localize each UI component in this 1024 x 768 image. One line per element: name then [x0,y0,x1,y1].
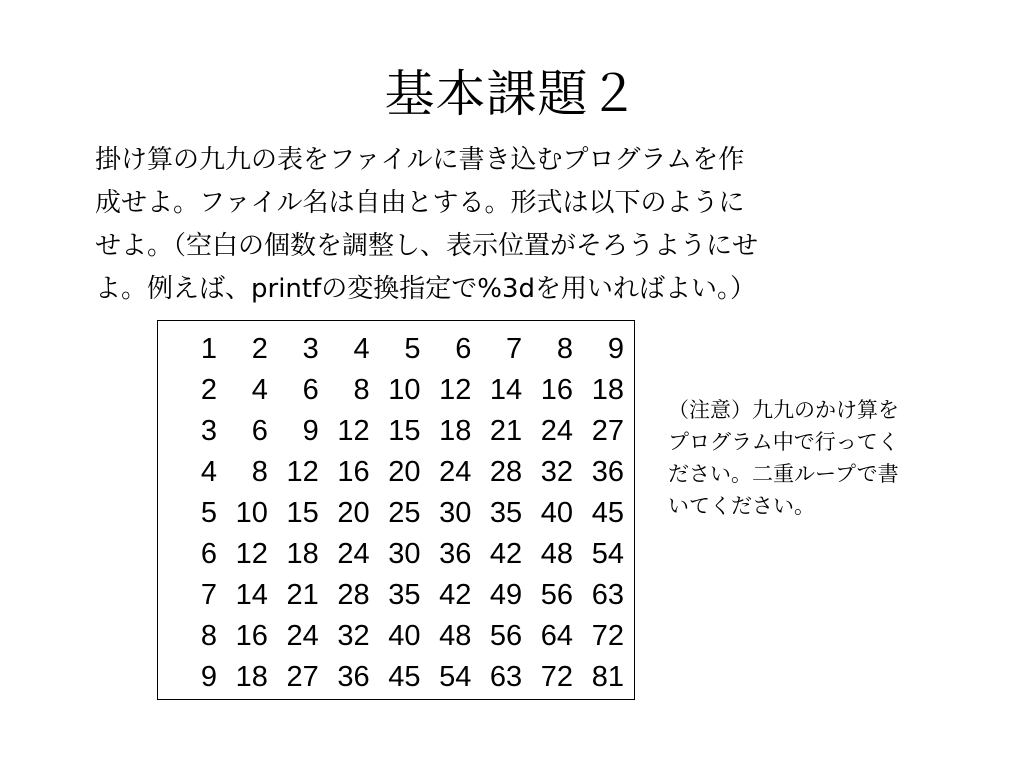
table-cell: 40 [540,497,574,529]
table-cell: 49 [489,579,523,611]
table-cell: 15 [388,415,421,447]
table-cell: 42 [489,538,523,570]
table-cell: 21 [489,415,523,447]
multiplication-table-body [170,329,626,698]
table-cell: 7 [200,579,218,611]
instructions-paragraph [95,139,905,311]
table-cell: 30 [439,497,472,529]
table-cell: 16 [540,374,574,406]
table-cell: 36 [337,661,370,693]
table-cell: 72 [591,620,624,652]
table-cell: 12 [286,456,319,488]
table-cell: 63 [591,579,624,611]
table-cell: 48 [439,620,472,652]
table-cell: 24 [337,538,370,570]
table-cell: 12 [337,415,370,447]
table-cell: 14 [235,579,268,611]
table-cell: 36 [591,456,624,488]
table-cell: 72 [540,661,574,693]
table-cell: 54 [439,661,472,693]
table-cell: 42 [439,579,472,611]
table-cell: 5 [404,333,421,365]
table-cell: 10 [235,497,268,529]
table-row [170,370,626,411]
instructions-line: せよ。（空白の個数を調整し、表示位置がそろうようにせ [95,231,759,261]
table-cell: 63 [489,661,523,693]
table-cell: 6 [455,333,472,365]
table-cell: 15 [286,497,319,529]
table-cell: 54 [591,538,624,570]
table-cell: 6 [200,538,218,570]
table-row [170,452,626,493]
table-row [170,534,626,575]
table-row [170,493,626,534]
table-cell: 9 [607,333,624,365]
table-cell: 5 [200,497,218,529]
multiplication-table [170,329,626,698]
table-cell: 16 [235,620,268,652]
table-cell: 4 [353,333,370,365]
instructions-line: よ。例えば、printfの変換指定で%3dを用いればよい。） [95,274,756,304]
table-cell: 25 [388,497,421,529]
note-line: プログラム中で行ってく [668,430,899,454]
table-cell: 18 [286,538,319,570]
instructions-line: 掛け算の九九の表をファイルに書き込むプログラムを作 [95,145,745,175]
table-cell: 35 [489,497,523,529]
note-line: いてください。 [668,494,815,518]
table-cell: 3 [200,415,218,447]
table-cell: 12 [439,374,472,406]
table-cell: 20 [337,497,370,529]
table-cell: 81 [591,661,624,693]
table-cell: 24 [286,620,319,652]
table-cell: 45 [591,497,624,529]
table-cell: 18 [591,374,624,406]
table-cell: 12 [235,538,268,570]
slide-title: 基本課題２ [384,65,640,123]
table-cell: 6 [251,415,268,447]
note-line: ださい。二重ループで書 [668,462,899,486]
table-cell: 40 [388,620,421,652]
multiplication-table-box [157,320,635,700]
table-cell: 9 [302,415,319,447]
table-cell: 1 [200,333,218,365]
table-cell: 4 [200,456,218,488]
table-cell: 45 [388,661,421,693]
table-cell: 48 [540,538,574,570]
table-cell: 16 [337,456,370,488]
table-cell: 9 [200,661,218,693]
table-cell: 27 [286,661,319,693]
table-cell: 3 [302,333,319,365]
table-cell: 8 [353,374,370,406]
table-cell: 36 [439,538,472,570]
table-cell: 8 [556,333,574,365]
table-cell: 20 [388,456,421,488]
table-cell: 7 [506,333,523,365]
table-cell: 4 [251,374,268,406]
table-cell: 24 [540,415,574,447]
table-cell: 27 [591,415,624,447]
note-line: （注意）九九のかけ算を [668,398,899,422]
table-row [170,411,626,452]
table-cell: 21 [286,579,319,611]
table-cell: 64 [540,620,574,652]
table-cell: 56 [540,579,574,611]
table-cell: 28 [337,579,370,611]
table-cell: 30 [388,538,421,570]
table-cell: 32 [540,456,574,488]
table-cell: 6 [302,374,319,406]
instructions-line: 成せよ。ファイル名は自由とする。形式は以下のように [95,188,745,218]
table-row [170,616,626,657]
table-cell: 8 [251,456,268,488]
table-row [170,575,626,616]
table-cell: 18 [439,415,472,447]
side-note [668,394,968,522]
table-cell: 32 [337,620,370,652]
table-row [170,657,626,698]
table-cell: 10 [388,374,421,406]
table-cell: 2 [200,374,218,406]
table-cell: 28 [489,456,523,488]
table-cell: 24 [439,456,472,488]
table-row [170,329,626,370]
table-cell: 8 [200,620,218,652]
table-cell: 2 [251,333,268,365]
table-cell: 56 [489,620,523,652]
table-cell: 18 [235,661,268,693]
table-cell: 35 [388,579,421,611]
table-cell: 14 [489,374,523,406]
